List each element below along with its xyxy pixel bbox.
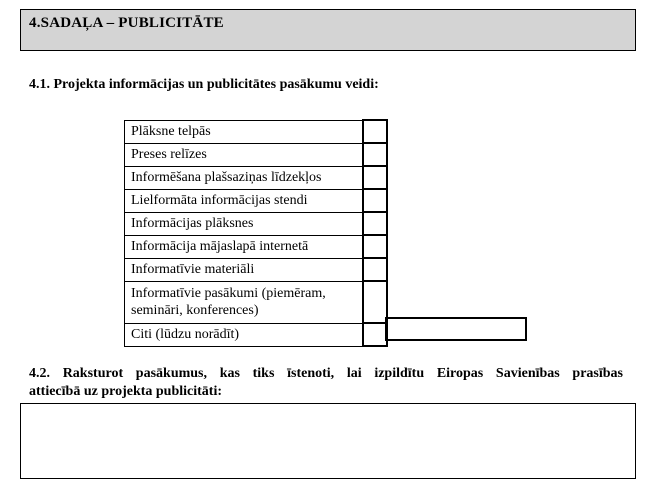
option-label: Informācija mājaslapā internetā [125, 235, 364, 258]
option-row [125, 189, 388, 212]
publicity-description-field[interactable] [20, 403, 636, 479]
option-label: Informēšana plašsaziņas līdzekļos [125, 166, 364, 189]
option-checkbox[interactable] [363, 143, 387, 166]
option-checkbox[interactable] [363, 212, 387, 235]
option-checkbox[interactable] [363, 323, 387, 346]
option-row [125, 166, 388, 189]
other-specify-field[interactable] [385, 317, 527, 341]
section-title: 4.SADAĻA – PUBLICITĀTE [29, 15, 224, 31]
option-checkbox[interactable] [363, 281, 387, 323]
question-4-2-heading-line: 4.2. Raksturot pasākumus, kas tiks īstenoti, lai izpildītu Eiropas Savienības prasības [29, 366, 623, 381]
option-checkbox[interactable] [363, 120, 387, 143]
option-label: Informācijas plāksnes [125, 212, 364, 235]
option-row [125, 235, 388, 258]
option-checkbox[interactable] [363, 189, 387, 212]
option-checkbox[interactable] [363, 235, 387, 258]
question-4-1-heading: 4.1. Projekta informācijas un publicitātes pasākumu veidi: [29, 77, 379, 92]
option-row [125, 143, 388, 166]
option-row [125, 212, 388, 235]
question-4-2-heading-line: attiecībā uz projekta publicitāti: [29, 384, 223, 399]
option-label: Plāksne telpās [125, 120, 364, 143]
option-checkbox[interactable] [363, 258, 387, 281]
option-label: Citi (lūdzu norādīt) [125, 323, 364, 346]
option-checkbox[interactable] [363, 166, 387, 189]
question-4-2-heading [29, 365, 623, 401]
option-label: Lielformāta informācijas stendi [125, 189, 364, 212]
publicity-options-table [124, 119, 388, 347]
option-label: Informatīvie materiāli [125, 258, 364, 281]
option-row [125, 120, 388, 143]
section-header [20, 9, 636, 51]
option-row [125, 281, 388, 323]
option-label: Informatīvie pasākumi (piemēram, semināri, konferences) [125, 281, 364, 323]
option-row [125, 258, 388, 281]
option-label: Preses relīzes [125, 143, 364, 166]
option-row [125, 323, 388, 346]
